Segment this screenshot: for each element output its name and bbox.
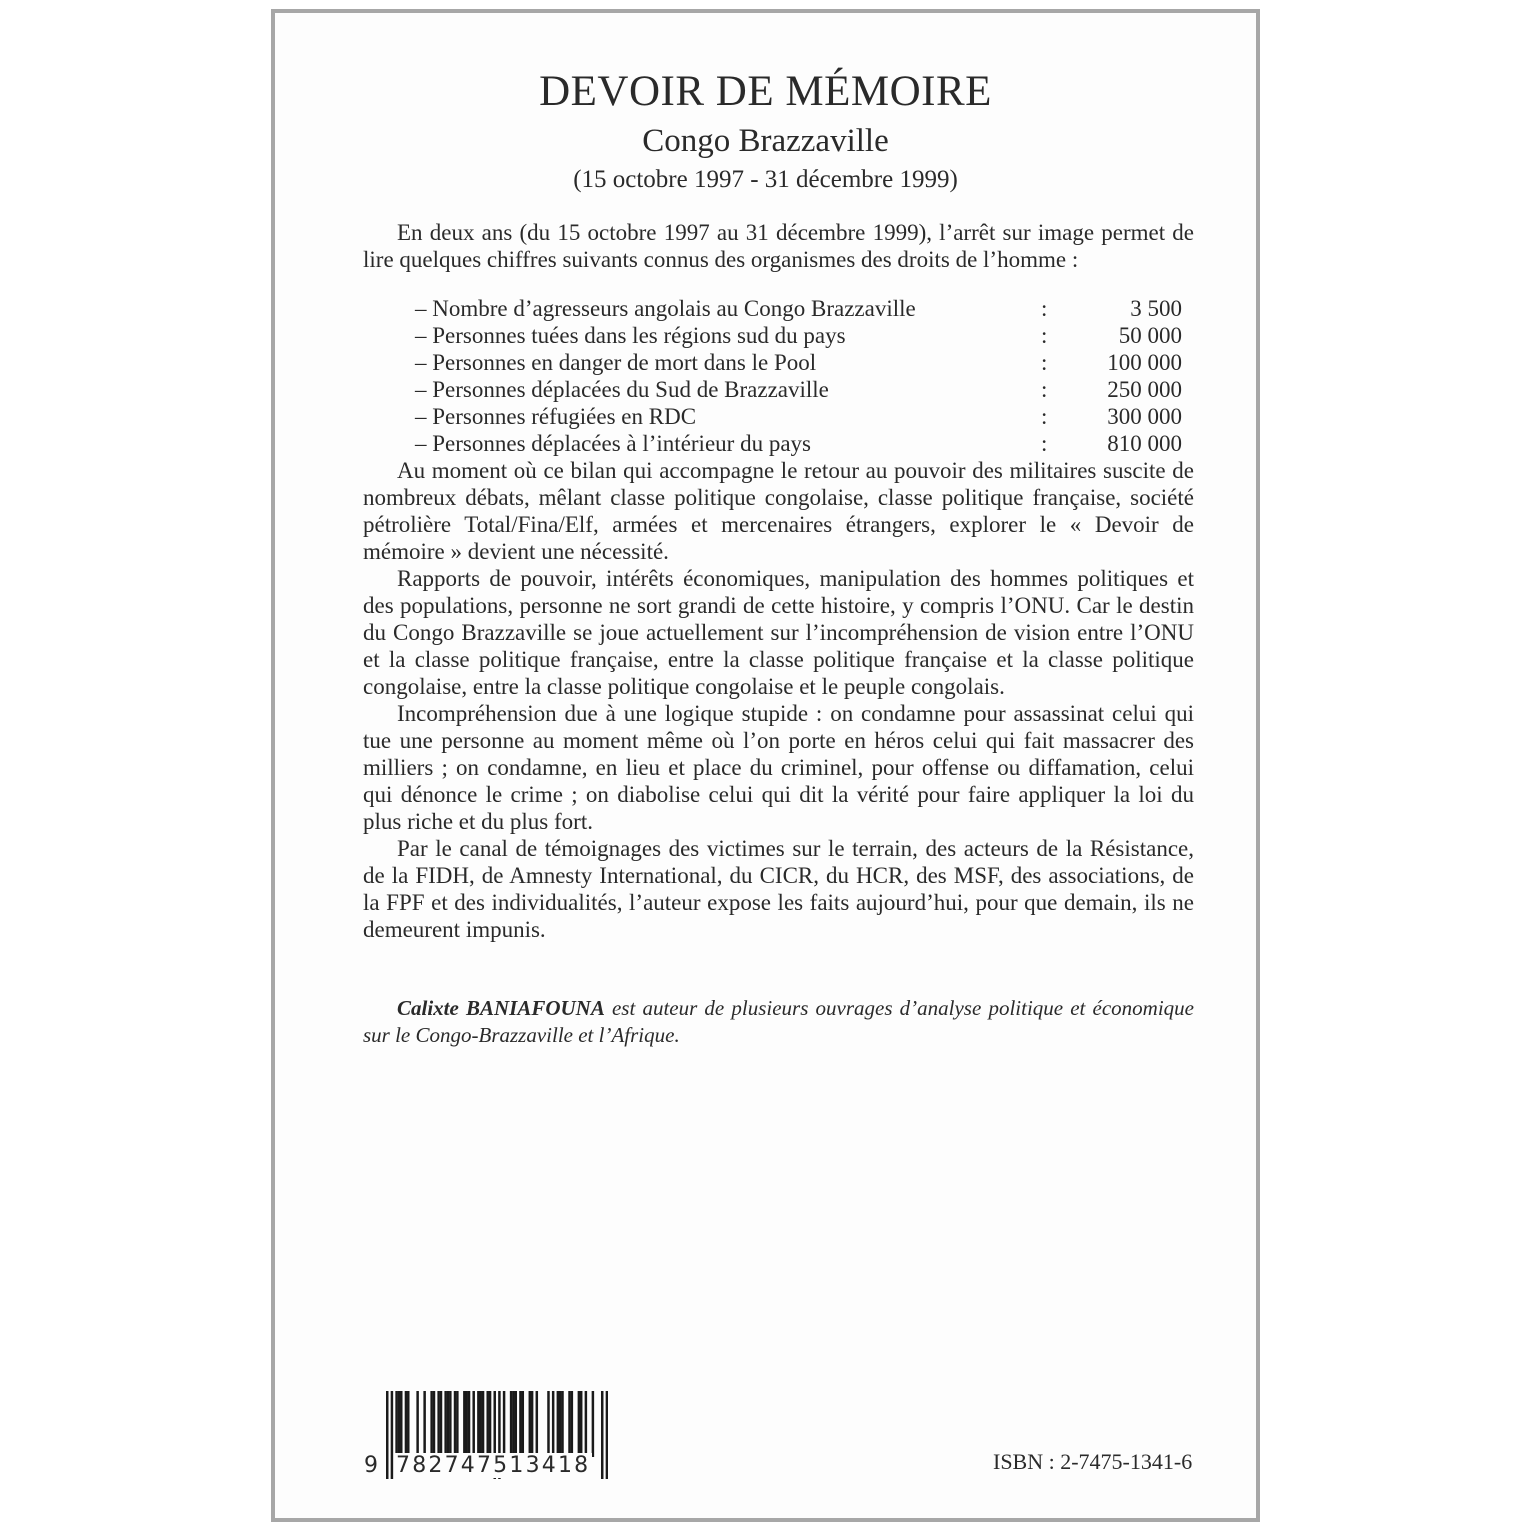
intro-paragraph: En deux ans (du 15 octobre 1997 au 31 décembre 1999), l’arrêt sur image permet de lire quelques chiffres suivants connus des organismes des droits de l’homme : xyxy=(363,220,1194,272)
stat-separator: : xyxy=(1041,296,1048,321)
barcode-bar xyxy=(454,1391,456,1457)
barcode-bar xyxy=(472,1391,474,1457)
barcode-bar xyxy=(482,1391,484,1457)
stat-value: 100 000 xyxy=(1107,350,1182,375)
barcode-bar xyxy=(391,1391,393,1479)
barcode-bar xyxy=(486,1391,488,1457)
isbn-number: ISBN : 2-7475-1341-6 xyxy=(993,1449,1193,1474)
barcode-bar xyxy=(444,1391,446,1457)
barcode-bar xyxy=(400,1391,402,1457)
stat-value: 3 500 xyxy=(1130,296,1182,321)
barcode-bar xyxy=(512,1391,514,1457)
barcode-bar xyxy=(536,1391,538,1457)
stat-row xyxy=(363,349,1194,376)
author-bio: est auteur de plusieurs ouvrages d’analyse politique et économique sur le Congo-Brazzaville et l’Afrique. xyxy=(363,996,1194,1047)
barcode-bar xyxy=(477,1391,479,1457)
barcode-first-digit: 9 xyxy=(364,1453,378,1478)
stat-row xyxy=(363,295,1194,322)
stat-row xyxy=(363,322,1194,349)
barcode-bar xyxy=(430,1391,432,1457)
stat-separator: : xyxy=(1041,350,1048,375)
stat-label: – Nombre d’agresseurs angolais au Congo Brazzaville xyxy=(415,296,916,321)
barcode-bar xyxy=(503,1391,505,1457)
barcode xyxy=(364,1391,619,1481)
barcode-bar xyxy=(423,1391,425,1457)
barcode-bar xyxy=(592,1391,594,1457)
stat-row xyxy=(363,430,1194,457)
barcode-bar xyxy=(510,1391,512,1457)
barcode-bar xyxy=(407,1391,409,1457)
stat-label: – Personnes en danger de mort dans le Pool xyxy=(415,350,817,375)
author-name: Calixte BANIAFOUNA xyxy=(397,996,605,1020)
barcode-bar xyxy=(449,1391,451,1457)
barcode-bar xyxy=(561,1391,563,1457)
barcode-bar xyxy=(568,1391,570,1457)
barcode-bar xyxy=(571,1391,573,1457)
blurb-body xyxy=(363,219,1194,1049)
body-paragraph: Rapports de pouvoir, intérêts économiques, manipulation des hommes politiques et des populations, personne ne sort grandi de cette histoire, y compris l’ONU. Car le destin du Congo Brazzaville se joue actuellement sur l’incompréhension de vision entre l’ONU et la classe politique française, entre la classe politique française et la classe politique congolaise, entre la classe politique congolaise et le peuple congolais. xyxy=(363,566,1194,699)
stat-separator: : xyxy=(1041,431,1048,456)
stat-row xyxy=(363,376,1194,403)
barcode-bar xyxy=(440,1391,442,1457)
stat-label: – Personnes réfugiées en RDC xyxy=(415,404,697,429)
stat-label: – Personnes déplacées du Sud de Brazzaville xyxy=(415,377,829,402)
barcode-bar xyxy=(489,1391,491,1457)
barcode-bar xyxy=(559,1391,561,1457)
book-back-cover xyxy=(271,9,1260,1522)
barcode-bar xyxy=(447,1391,449,1457)
stat-label: – Personnes tuées dans les régions sud du pays xyxy=(415,323,846,348)
stat-value: 300 000 xyxy=(1107,404,1182,429)
barcode-bar xyxy=(386,1391,388,1479)
barcode-bar xyxy=(456,1391,458,1457)
barcode-bar xyxy=(547,1391,549,1457)
barcode-bar xyxy=(557,1391,559,1457)
barcode-bar xyxy=(416,1391,418,1457)
barcode-bar xyxy=(531,1391,533,1457)
stat-separator: : xyxy=(1041,323,1048,348)
stat-value: 810 000 xyxy=(1107,431,1182,456)
barcode-bar xyxy=(529,1391,531,1457)
barcode-bar xyxy=(601,1391,603,1479)
barcode-bar xyxy=(405,1391,407,1457)
book-subtitle: Congo Brazzaville xyxy=(642,123,889,159)
stat-row xyxy=(363,403,1194,430)
barcode-bar xyxy=(395,1391,397,1457)
stat-separator: : xyxy=(1041,404,1048,429)
barcode-digits: 782747513418 xyxy=(396,1453,591,1478)
statistics-list xyxy=(363,295,1194,457)
author-note xyxy=(363,995,1194,1049)
barcode-bar xyxy=(578,1391,580,1457)
book-date-range: (15 octobre 1997 - 31 décembre 1999) xyxy=(573,166,958,193)
stat-label: – Personnes déplacées à l’intérieur du pays xyxy=(415,431,811,456)
barcode-bar xyxy=(463,1391,465,1457)
stat-value: 250 000 xyxy=(1107,377,1182,402)
barcode-bar xyxy=(468,1391,470,1457)
body-paragraph: Par le canal de témoignages des victimes sur le terrain, des acteurs de la Résistance, de la FIDH, de Amnesty International, du CICR, du HCR, des MSF, des associations, de la FPF et des individualités, l’auteur expose les faits aujourd’hui, pour que demain, ils ne demeurent impunis. xyxy=(363,836,1194,942)
barcode-bar xyxy=(580,1391,582,1457)
barcode-bar xyxy=(479,1391,481,1457)
barcode-bar xyxy=(585,1391,587,1457)
stat-value: 50 000 xyxy=(1118,323,1182,348)
stat-separator: : xyxy=(1041,377,1048,402)
body-paragraph: Au moment où ce bilan qui accompagne le retour au pouvoir des militaires suscite de nombreux débats, mêlant classe politique congolaise, classe politique française, société pétrolière Total/Fina/Elf, armées et mercenaires étrangers, explorer le « Devoir de mémoire » devient une nécessité. xyxy=(363,458,1194,564)
barcode-bar xyxy=(398,1391,400,1457)
barcode-bar xyxy=(519,1391,521,1457)
barcode-bar xyxy=(433,1391,435,1457)
barcode-bar xyxy=(465,1391,467,1457)
book-title: DEVOIR DE MÉMOIRE xyxy=(539,68,992,115)
barcode-bar xyxy=(552,1391,554,1457)
body-paragraph: Incompréhension due à une logique stupide : on condamne pour assassinat celui qui tue une personne au moment même où l’on porte en héros celui qui fait massacrer des milliers ; on condamne, en lieu et place du criminel, pour offense ou diffamation, celui qui dénonce le crime ; on diabolise celui qui dit la vérité pour faire appliquer la loi du plus riche et du plus fort. xyxy=(363,701,1194,834)
barcode-bar xyxy=(437,1391,439,1457)
barcode-bar xyxy=(522,1391,524,1457)
barcode-bar xyxy=(515,1391,517,1457)
barcode-bar xyxy=(606,1391,608,1479)
